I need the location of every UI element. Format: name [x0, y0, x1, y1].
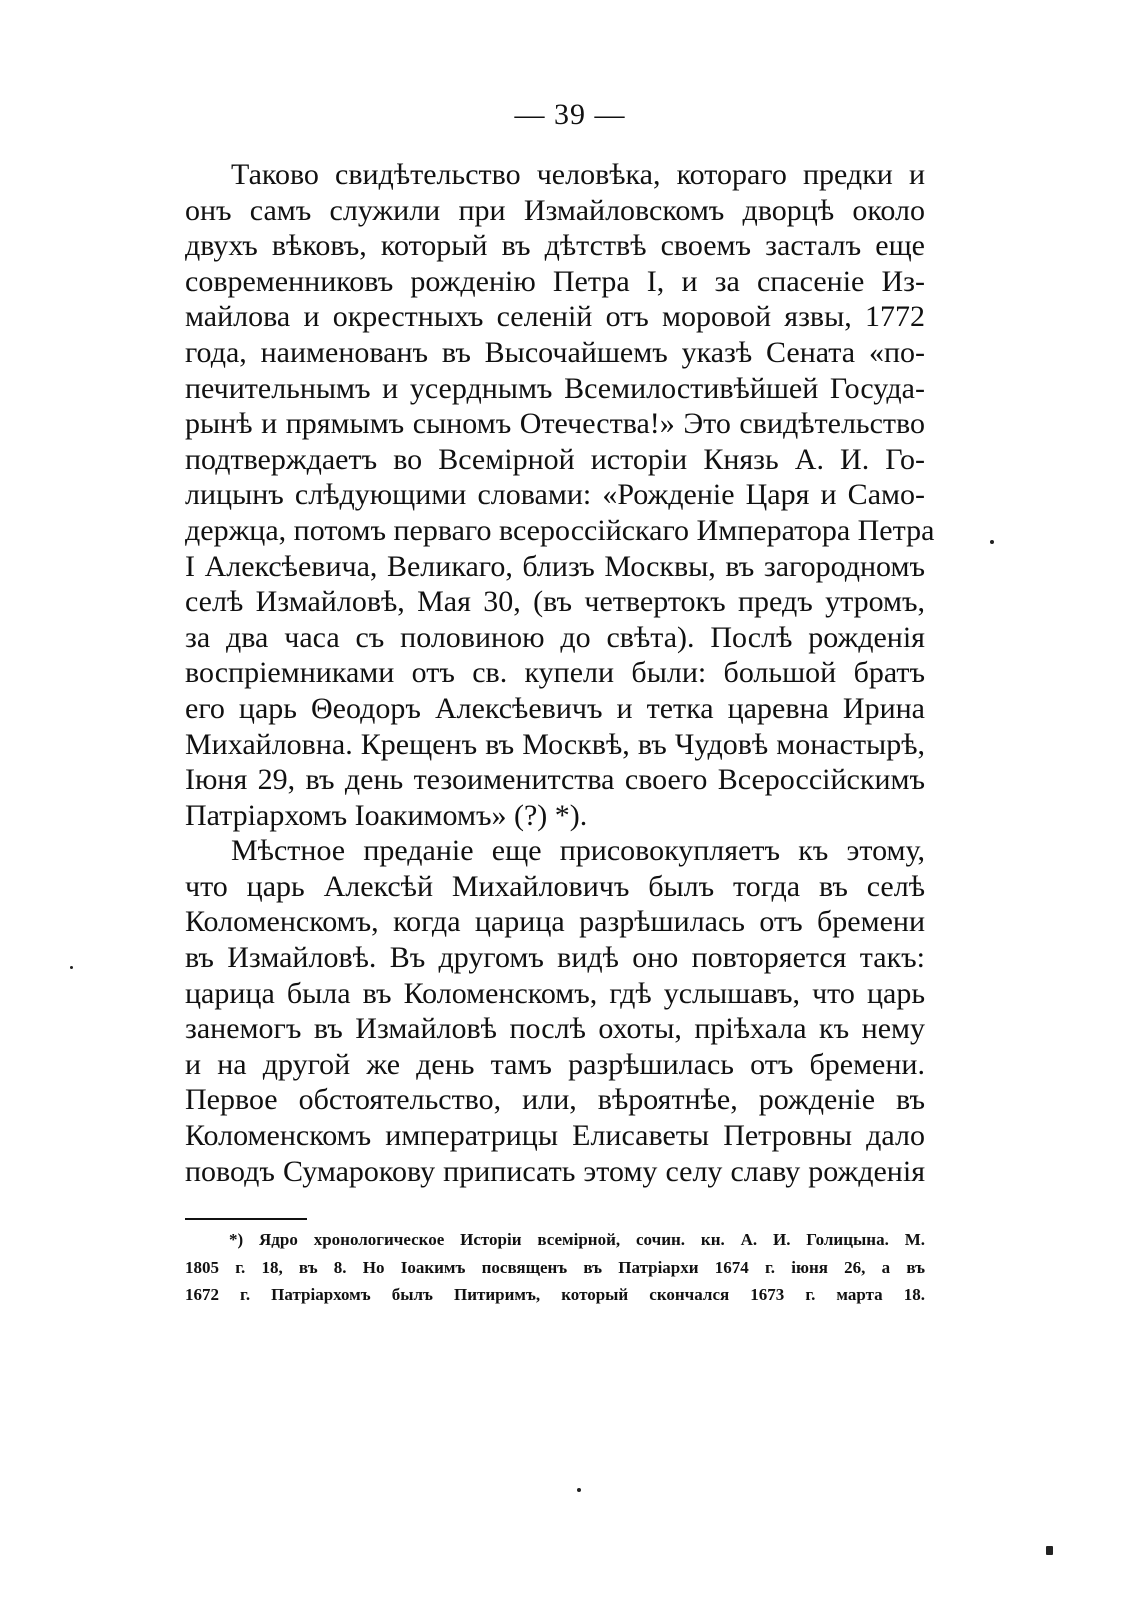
- text-line: печительнымъ и усерднымъ Всемилостивѣйшей Госуда-: [185, 371, 925, 405]
- footnote-rule: [185, 1218, 307, 1220]
- text-line: за два часа съ половиною до свѣта). Послѣ рожденія: [185, 620, 925, 654]
- text-line: онъ самъ служили при Измайловскомъ дворцѣ около: [185, 193, 925, 227]
- scan-speck: [577, 1488, 581, 1492]
- footnote: [185, 1226, 925, 1309]
- text-line: подтверждаетъ во Всемірной исторіи Князь А. И. Го-: [185, 442, 925, 476]
- scan-speck: [1046, 1546, 1053, 1555]
- text-line: майлова и окрестныхъ селеній отъ моровой язвы, 1772: [185, 300, 925, 334]
- text-line: лицынъ слѣдующими словами: «Рожденіе Царя и Само-: [185, 478, 925, 512]
- scan-speck: [70, 966, 73, 969]
- text-line: современниковъ рожденію Петра I, и за спасеніе Из-: [185, 264, 925, 298]
- text-line: держца, потомъ перваго всероссійскаго Императора Петра: [185, 513, 935, 547]
- text-line: Первое обстоятельство, или, вѣроятнѣе, рожденіе въ: [185, 1083, 925, 1117]
- text-line: занемогъ въ Измайловѣ послѣ охоты, пріѣхала къ нему: [185, 1012, 925, 1046]
- text-line: воспріемниками отъ св. купели были: большой братъ: [185, 656, 925, 690]
- text-line: Коломенскомъ, когда царица разрѣшилась отъ бремени: [185, 905, 925, 939]
- page-number: — 39 —: [514, 98, 626, 131]
- text-line: рынѣ и прямымъ сыномъ Отечества!» Это свидѣтельство: [185, 407, 925, 441]
- text-line: Іюня 29, въ день тезоименитства своего Всероссійскимъ: [185, 763, 925, 797]
- text-line: царица была въ Коломенскомъ, гдѣ услышавъ, что царь: [185, 976, 925, 1010]
- text-line: Патріархомъ Іоакимомъ» (?) *).: [185, 798, 588, 832]
- footnote-line: 1805 г. 18, въ 8. Но Іоакимъ посвященъ въ Патріархи 1674 г. іюня 26, а въ: [185, 1257, 925, 1277]
- text-line: Коломенскомъ императрицы Елисаветы Петровны дало: [185, 1119, 925, 1153]
- footnote-line: *) Ядро хронологическое Исторіи всемірной, сочин. кн. А. И. Голицына. М.: [229, 1230, 925, 1249]
- scan-speck: [990, 540, 994, 544]
- text-line: двухъ вѣковъ, который въ дѣтствѣ своемъ засталъ еще: [185, 229, 925, 263]
- text-line: селѣ Измайловѣ, Мая 30, (въ четвертокъ предъ утромъ,: [185, 585, 925, 619]
- text-line: Мѣстное преданіе еще присовокупляетъ къ этому,: [231, 834, 925, 868]
- text-line: въ Измайловѣ. Въ другомъ видѣ оно повторяется такъ:: [185, 941, 925, 975]
- text-line: его царь Θеодоръ Алексѣевичъ и тетка царевна Ирина: [185, 691, 925, 725]
- text-line: I Алексѣевича, Великаго, близъ Москвы, въ загородномъ: [185, 549, 925, 583]
- body-text: [185, 157, 935, 1189]
- text-line: поводъ Сумарокову приписать этому селу славу рожденія: [185, 1154, 925, 1188]
- footnote-line: 1672 г. Патріархомъ былъ Питиримъ, который скончался 1673 г. марта 18.: [185, 1285, 925, 1304]
- text-line: Михайловна. Крещенъ въ Москвѣ, въ Чудовѣ монастырѣ,: [185, 727, 925, 761]
- text-line: года, наименованъ въ Высочайшемъ указѣ Сената «по-: [185, 335, 925, 369]
- text-line: Таково свидѣтельство человѣка, котораго предки и: [231, 158, 925, 191]
- text-line: что царь Алексѣй Михайловичъ былъ тогда въ селѣ: [185, 869, 925, 903]
- text-line: и на другой же день тамъ разрѣшилась отъ бремени.: [185, 1047, 925, 1081]
